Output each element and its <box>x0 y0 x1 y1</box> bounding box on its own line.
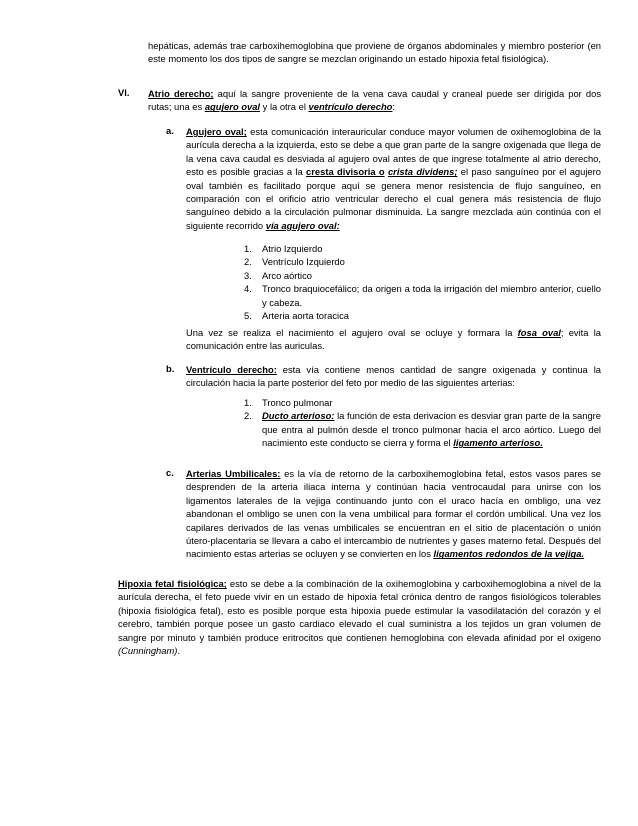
section-vi-text-b: y la otra el <box>260 101 309 113</box>
list-item: 4. Tronco braquiocefálico; da origen a toda la irrigación del miembro anterior, cuello y cabeza. <box>244 283 601 308</box>
item-a-text-a: esta comunicación interauricular conduce mayor volumen de oxihemoglobina de la aurícula derecha a la izquierda, esto se debe a que gran parte de la sangre oxigenada que llega de la vena cava caudal es desviada al agujero oval antes de que ingrese totalmente al atrio derecho, esto es posible gracias a la <box>186 126 602 178</box>
list-item: 3. Arco aórtico <box>244 269 313 281</box>
route-agujero-oval: agujero oval <box>204 101 261 113</box>
section-vi-text-c: : <box>392 101 396 113</box>
intro-paragraph <box>148 39 601 66</box>
item-c-letter: c. <box>166 467 174 478</box>
citation: (Cunningham) <box>118 645 178 657</box>
list-item: 5. Arteria aorta toracica <box>244 310 350 322</box>
section-vi-paragraph <box>148 87 601 114</box>
route-ventriculo-derecho: ventrículo derecho <box>308 101 393 113</box>
section-vi-text-a: aquí la sangre proveniente de la vena cava caudal y craneal puede ser dirigida por dos rutas; una es <box>148 88 602 113</box>
item-a-route: vía agujero oval: <box>265 219 340 231</box>
ligamento-arterioso: ligamento arterioso. <box>453 437 543 449</box>
item-a-list <box>244 242 601 322</box>
item-c-paragraph: Arterias Umbilicales: es la vía de retorno de la carboxihemoglobina fetal, estos vasos pares se desprenden de la arteria iliaca interna y continúan hacia ventrocaudal para unirse con los ligamentos laterales de la vejiga continuando junto con el uraco hacía en ombligo, una vez abandonan el ombligo se unen con la vena umbilical para formar el cordón umbilical. Una vez los capilares derivados de las venas umbilicales se encuentran en el sitio de placentación o unión útero-placentaria se llevara a cabo el intercambio de nutrientes y gases materno fetal. Después del nacimiento estas arterias se ocluyen y se convierten en los ligamentos redondos de la vejiga. <box>186 468 601 560</box>
item-a-crista2: crista dividens; <box>387 166 458 178</box>
ligamentos-redondos: ligamentos redondos de la vejiga. <box>433 548 585 560</box>
hipoxia-paragraph: Hipoxia fetal fisiológica; esto se debe a la combinación de la oxihemoglobina y carboxihemoglobina a nivel de la aurícula derecha, el feto puede vivir en un estado de hipoxia fetal crónica dentro de rangos fisiológicos tolerables (hipoxia fisiológica fetal), esto es posible porque esta hipoxia puede estimular la vasodilatación del corazón y el cerebro, también porque posee un gasto cardiaco elevado el cual suministra a los tejidos un gran volumen de sangre por minuto y también produce eritrocitos que contienen hemoglobina con elevada afinidad por el oxigeno (Cunningham). <box>118 578 601 657</box>
fosa-oval: fosa oval <box>517 327 561 338</box>
list-item: 1. Atrio Izquierdo <box>244 243 323 254</box>
item-a-after: Una vez se realiza el nacimiento el agujero oval se ocluye y formara la fosa oval; evita la comunicación entre las auriculas. <box>186 327 601 352</box>
item-a-text-b: el paso sanguíneo por el agujero oval también es facilitado porque aquí se genera menor resistencia de flujo sanguíneo, en comparación con el orificio atrio ventricular derecho el cual genera más resistencia de flujo sanguíneo debido a la circulación pulmonar disminuida. La sangre mezclada aún continúa con el siguiente recorrido <box>186 166 601 231</box>
item-c-title: Arterias Umbilicales: <box>186 468 281 479</box>
list-item: 2. Ventrículo Izquierdo <box>244 256 345 268</box>
item-a-paragraph <box>186 125 601 232</box>
item-b-letter: b. <box>166 363 175 374</box>
ducto-arterioso: Ducto arterioso: <box>262 410 335 422</box>
intro-text: hepáticas, además trae carboxihemoglobina que proviene de órganos abdominales y miembro posterior (en este momento los dos tipos de sangre se mezclan originando un estado hipoxia fetal fisiológica). <box>148 40 601 65</box>
item-a-letter: a. <box>166 125 174 136</box>
hipoxia-title: Hipoxia fetal fisiológica; <box>118 578 227 589</box>
item-b-paragraph: Ventrículo derecho: esta vía contiene menos cantidad de sangre oxigenada y continua la circulación hacia la parte posterior del feto por medio de las siguientes arterias: <box>186 364 601 389</box>
list-item: 1. Tronco pulmonar <box>244 397 333 408</box>
item-b-list <box>244 396 601 450</box>
item-a-title: Agujero oval; <box>186 126 247 137</box>
item-b-title: Ventrículo derecho: <box>186 364 277 375</box>
item-a-crista: cresta divisoria o <box>306 166 385 178</box>
section-vi-title: Atrio derecho; <box>148 88 214 99</box>
section-vi-numeral: VI. <box>118 87 130 98</box>
list-item: 2. Ducto arterioso: la función de esta derivacion es desviar gran parte de la sangre que entra al pulmón desde el tronco pulmonar hacia el arco aórtico. Luego del nacimiento este conducto se cierra y forma el ligamento arterioso. <box>244 410 602 449</box>
